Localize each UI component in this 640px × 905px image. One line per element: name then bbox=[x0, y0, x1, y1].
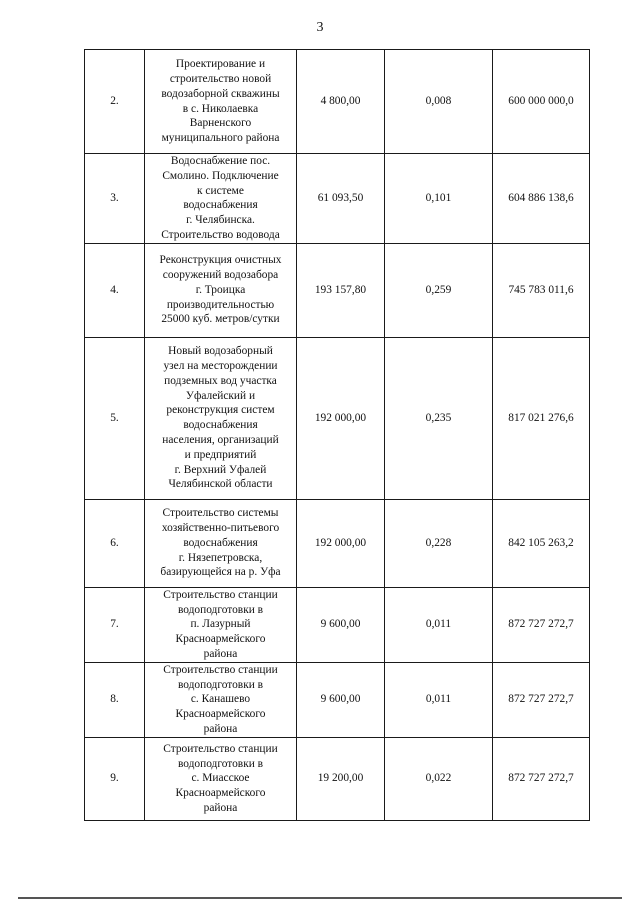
description-line: Варненского bbox=[189, 117, 252, 130]
coefficient-cell: 0,228 bbox=[385, 499, 493, 587]
description-line: базирующейся на р. Уфа bbox=[160, 566, 281, 579]
description-line: г. Нязепетровска, bbox=[178, 551, 263, 564]
description-line: муниципального района bbox=[161, 132, 280, 145]
description-cell bbox=[145, 243, 297, 337]
description-line: водоснабжения bbox=[183, 419, 258, 432]
description-line: с. Канашево bbox=[190, 693, 251, 706]
cost-cell: 192 000,00 bbox=[297, 337, 385, 499]
description-line: Уфалейский и bbox=[185, 389, 256, 402]
description-line: Строительство станции bbox=[163, 663, 278, 676]
description-line: водоподготовки в bbox=[177, 757, 264, 770]
description-line: в с. Николаевка bbox=[182, 102, 259, 115]
total-cell: 600 000 000,0 bbox=[493, 50, 590, 154]
table-row bbox=[85, 50, 590, 154]
total-cell: 872 727 272,7 bbox=[493, 662, 590, 737]
description-cell bbox=[145, 662, 297, 737]
description-line: узел на месторождении bbox=[163, 360, 278, 373]
coefficient-cell: 0,101 bbox=[385, 154, 493, 244]
coefficient-cell: 0,011 bbox=[385, 587, 493, 662]
description-cell bbox=[145, 737, 297, 820]
cost-cell: 193 157,80 bbox=[297, 243, 385, 337]
description-line: Красноармейского bbox=[175, 708, 266, 721]
description-line: Челябинской области bbox=[168, 478, 273, 491]
cost-cell: 4 800,00 bbox=[297, 50, 385, 154]
total-cell: 817 021 276,6 bbox=[493, 337, 590, 499]
coefficient-cell: 0,235 bbox=[385, 337, 493, 499]
table-row bbox=[85, 662, 590, 737]
page-number: 3 bbox=[316, 20, 324, 35]
description-cell bbox=[145, 587, 297, 662]
description-line: сооружений водозабора bbox=[162, 269, 279, 282]
row-number-cell: 3. bbox=[85, 154, 145, 244]
page-bottom-divider bbox=[18, 897, 622, 899]
cost-cell: 9 600,00 bbox=[297, 662, 385, 737]
total-cell: 842 105 263,2 bbox=[493, 499, 590, 587]
description-line: Строительство системы bbox=[162, 507, 279, 520]
description-line: подземных вод участка bbox=[164, 374, 277, 387]
description-line: п. Лазурный bbox=[190, 618, 251, 631]
description-line: Строительство станции bbox=[163, 742, 278, 755]
description-line: Водоснабжение пос. bbox=[170, 155, 271, 167]
description-line: Красноармейского bbox=[175, 633, 266, 646]
description-cell bbox=[145, 337, 297, 499]
coefficient-cell: 0,259 bbox=[385, 243, 493, 337]
table-row bbox=[85, 337, 590, 499]
description-line: района bbox=[203, 647, 238, 660]
description-line: г. Челябинска. bbox=[186, 214, 255, 227]
description-line: водоподготовки в bbox=[177, 678, 264, 691]
description-cell bbox=[145, 154, 297, 244]
description-line: реконструкция систем bbox=[166, 404, 275, 417]
description-line: и предприятий bbox=[184, 448, 257, 461]
description-line: 25000 куб. метров/сутки bbox=[161, 313, 280, 326]
row-number-cell: 6. bbox=[85, 499, 145, 587]
description-line: Новый водозаборный bbox=[168, 345, 273, 358]
description-line: хозяйственно-питьевого bbox=[161, 522, 280, 535]
description-line: Красноармейского bbox=[175, 787, 266, 800]
description-line: Строительство водовода bbox=[161, 228, 280, 241]
cost-cell: 61 093,50 bbox=[297, 154, 385, 244]
description-line: Реконструкция очистных bbox=[159, 254, 282, 267]
table-row bbox=[85, 154, 590, 244]
description-line: г. Верхний Уфалей bbox=[174, 463, 267, 476]
description-line: водоснабжения bbox=[183, 199, 258, 212]
table-row bbox=[85, 499, 590, 587]
description-line: водозаборной скважины bbox=[161, 87, 280, 100]
description-line: Строительство станции bbox=[163, 588, 278, 601]
description-line: Смолино. Подключение bbox=[162, 169, 279, 182]
total-cell: 872 727 272,7 bbox=[493, 587, 590, 662]
cost-cell: 192 000,00 bbox=[297, 499, 385, 587]
coefficient-cell: 0,011 bbox=[385, 662, 493, 737]
coefficient-cell: 0,022 bbox=[385, 737, 493, 820]
total-cell: 872 727 272,7 bbox=[493, 737, 590, 820]
projects-table bbox=[84, 49, 590, 821]
description-line: района bbox=[203, 801, 238, 814]
description-line: населения, организаций bbox=[162, 434, 279, 447]
row-number-cell: 4. bbox=[85, 243, 145, 337]
row-number-cell: 8. bbox=[85, 662, 145, 737]
description-line: г. Троицка bbox=[195, 283, 246, 296]
row-number-cell: 5. bbox=[85, 337, 145, 499]
coefficient-cell: 0,008 bbox=[385, 50, 493, 154]
description-line: с. Миасское bbox=[191, 772, 250, 785]
description-cell bbox=[145, 499, 297, 587]
table-row bbox=[85, 243, 590, 337]
description-line: водоснабжения bbox=[183, 536, 258, 549]
row-number-cell: 7. bbox=[85, 587, 145, 662]
total-cell: 604 886 138,6 bbox=[493, 154, 590, 244]
description-line: строительство новой bbox=[169, 72, 272, 85]
description-line: производительностью bbox=[166, 298, 275, 311]
row-number-cell: 2. bbox=[85, 50, 145, 154]
description-cell bbox=[145, 50, 297, 154]
cost-cell: 9 600,00 bbox=[297, 587, 385, 662]
table-body bbox=[85, 50, 590, 821]
table-row bbox=[85, 737, 590, 820]
table-row bbox=[85, 587, 590, 662]
total-cell: 745 783 011,6 bbox=[493, 243, 590, 337]
description-line: района bbox=[203, 722, 238, 735]
row-number-cell: 9. bbox=[85, 737, 145, 820]
description-line: Проектирование и bbox=[175, 58, 266, 71]
description-line: водоподготовки в bbox=[177, 603, 264, 616]
description-line: к системе bbox=[197, 184, 244, 197]
cost-cell: 19 200,00 bbox=[297, 737, 385, 820]
